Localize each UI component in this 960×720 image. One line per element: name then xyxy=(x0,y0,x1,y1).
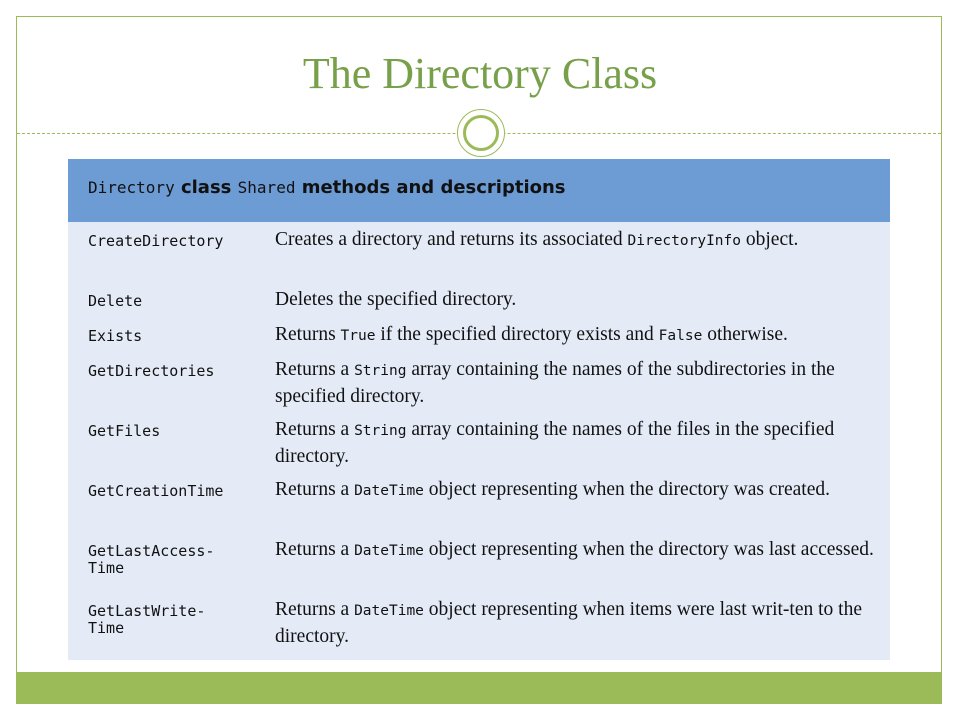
description-text: Returns xyxy=(275,324,341,345)
method-description xyxy=(275,477,875,504)
description-text: object representing when the directory was last accessed. xyxy=(423,539,874,560)
header-class-word: class xyxy=(174,177,238,198)
code-term: String xyxy=(354,363,407,379)
table-header xyxy=(68,159,890,222)
method-description xyxy=(275,417,875,469)
method-description xyxy=(275,287,875,312)
description-text: Returns a xyxy=(275,359,355,380)
header-shared-word: Shared xyxy=(237,178,296,197)
method-name: GetLastWrite- Time xyxy=(88,602,206,637)
code-term: DirectoryInfo xyxy=(627,233,741,249)
code-term: DateTime xyxy=(354,603,424,619)
description-text: Returns a xyxy=(275,539,355,560)
method-name: GetFiles xyxy=(88,422,161,440)
description-text: object representing when the directory was created. xyxy=(423,479,830,500)
method-name: Exists xyxy=(88,327,143,345)
method-description xyxy=(275,227,875,254)
code-term: False xyxy=(658,328,703,344)
footer-bar xyxy=(16,672,942,704)
description-text: if the specified directory exists and xyxy=(375,324,659,345)
method-name: Delete xyxy=(88,292,143,310)
description-text: Returns a xyxy=(275,599,355,620)
code-term: True xyxy=(340,328,376,344)
description-text: Creates a directory and returns its associated xyxy=(275,229,628,250)
methods-table xyxy=(68,159,890,660)
description-text: array containing the names of the files in the specified directory. xyxy=(275,419,835,467)
description-text: Returns a xyxy=(275,479,355,500)
description-text: otherwise. xyxy=(702,324,788,345)
description-text: object. xyxy=(741,229,799,250)
method-description xyxy=(275,357,875,409)
description-text: object representing when items were last writ-ten to the directory. xyxy=(275,599,862,647)
method-name: GetLastAccess- Time xyxy=(88,542,215,577)
divider-ring-icon xyxy=(457,109,505,157)
method-name: GetDirectories xyxy=(88,362,215,380)
description-text: Deletes the specified directory. xyxy=(275,289,517,310)
header-class-name: Directory xyxy=(88,178,175,197)
code-term: DateTime xyxy=(354,543,424,559)
slide-title: The Directory Class xyxy=(302,49,658,98)
header-methods-text: methods and descriptions xyxy=(295,177,566,198)
code-term: String xyxy=(354,423,407,439)
method-description xyxy=(275,322,875,349)
divider-ring-inner xyxy=(463,115,499,151)
method-description xyxy=(275,597,875,649)
method-name: GetCreationTime xyxy=(88,482,224,500)
method-name: CreateDirectory xyxy=(88,232,224,250)
method-description xyxy=(275,537,875,564)
description-text: Returns a xyxy=(275,419,355,440)
description-text: array containing the names of the subdirectories in the specified directory. xyxy=(275,359,835,407)
code-term: DateTime xyxy=(354,483,424,499)
